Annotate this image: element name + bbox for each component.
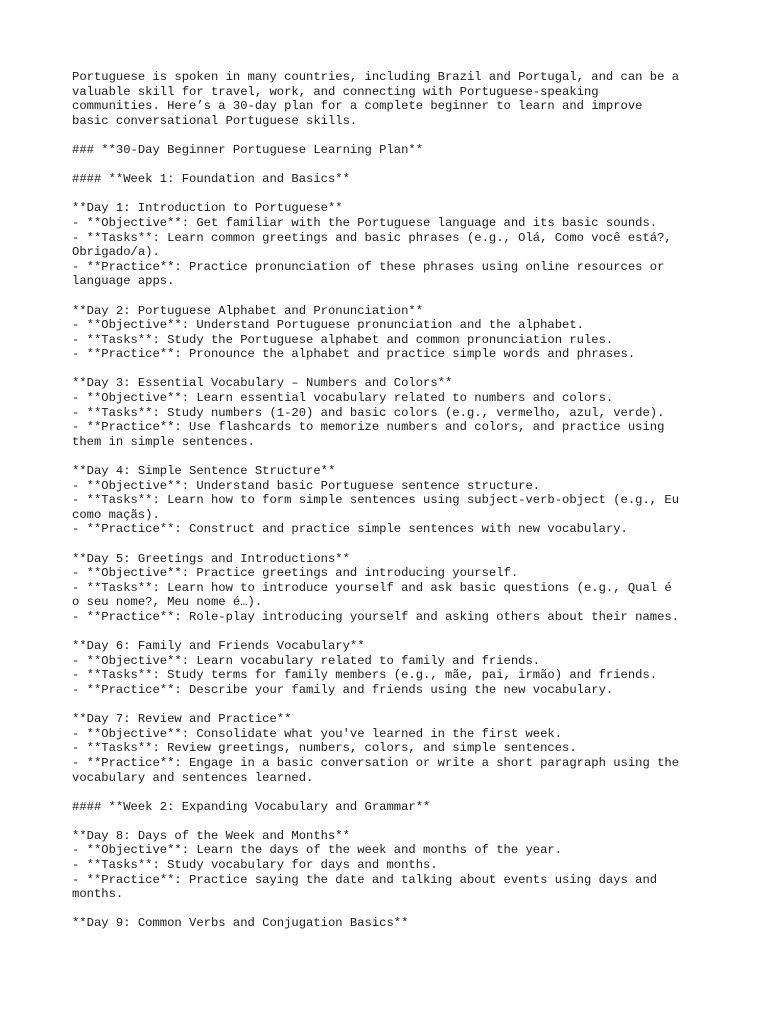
text-line: - **Tasks**: Study terms for family members (e.g., mãe, pai, irmão) and friends. bbox=[72, 668, 658, 683]
text-line: communities. Here’s a 30-day plan for a complete beginner to learn and improve bbox=[72, 99, 643, 114]
text-line: **Day 9: Common Verbs and Conjugation Basics** bbox=[72, 916, 409, 931]
text-line: - **Practice**: Practice pronunciation of these phrases using online resources or bbox=[72, 259, 665, 274]
text-line bbox=[72, 785, 712, 800]
text-line bbox=[72, 625, 712, 640]
text-line: vocabulary and sentences learned. bbox=[72, 770, 314, 785]
text-line: - **Objective**: Learn essential vocabulary related to numbers and colors. bbox=[72, 391, 614, 406]
text-line: - **Tasks**: Learn how to form simple sentences using subject-verb-object (e.g., Eu bbox=[72, 493, 680, 508]
text-line bbox=[72, 902, 712, 917]
text-line: basic conversational Portuguese skills. bbox=[72, 113, 358, 128]
text-line: **Day 6: Family and Friends Vocabulary** bbox=[72, 639, 365, 654]
text-line: - **Objective**: Understand Portuguese pronunciation and the alphabet. bbox=[72, 318, 584, 333]
text-line: - **Tasks**: Review greetings, numbers, colors, and simple sentences. bbox=[72, 741, 577, 756]
text-line: **Day 8: Days of the Week and Months** bbox=[72, 828, 350, 843]
text-line: **Day 4: Simple Sentence Structure** bbox=[72, 464, 336, 479]
text-line: - **Tasks**: Study numbers (1-20) and basic colors (e.g., vermelho, azul, verde). bbox=[72, 405, 665, 420]
text-line: - **Objective**: Practice greetings and introducing yourself. bbox=[72, 566, 519, 581]
text-line: o seu nome?, Meu nome é…). bbox=[72, 595, 263, 610]
text-line: **Day 5: Greetings and Introductions** bbox=[72, 551, 350, 566]
text-line bbox=[72, 289, 712, 304]
text-line: - **Objective**: Learn vocabulary related to family and friends. bbox=[72, 653, 541, 668]
text-line bbox=[72, 814, 712, 829]
text-line: como maçãs). bbox=[72, 507, 160, 522]
text-line: valuable skill for travel, work, and connecting with Portuguese-speaking bbox=[72, 84, 599, 99]
text-line: - **Practice**: Pronounce the alphabet and practice simple words and phrases. bbox=[72, 347, 636, 362]
text-line: months. bbox=[72, 887, 124, 902]
text-line: #### **Week 1: Foundation and Basics** bbox=[72, 172, 350, 187]
text-line: Portuguese is spoken in many countries, including Brazil and Portugal, and can be a bbox=[72, 70, 680, 84]
text-line bbox=[72, 187, 712, 202]
text-line bbox=[72, 698, 712, 713]
text-line bbox=[72, 362, 712, 377]
text-line bbox=[72, 537, 712, 552]
text-line: - **Practice**: Describe your family and friends using the new vocabulary. bbox=[72, 682, 614, 697]
text-line: **Day 3: Essential Vocabulary – Numbers and Colors** bbox=[72, 376, 453, 391]
text-line bbox=[72, 449, 712, 464]
text-line bbox=[72, 128, 712, 143]
text-line: - **Practice**: Use flashcards to memorize numbers and colors, and practice using bbox=[72, 420, 665, 435]
text-line: - **Objective**: Get familiar with the Portuguese language and its basic sounds. bbox=[72, 215, 658, 230]
text-line: - **Tasks**: Learn common greetings and basic phrases (e.g., Olá, Como você está?, bbox=[72, 230, 672, 245]
text-line: - **Practice**: Role-play introducing yourself and asking others about their names. bbox=[72, 609, 680, 624]
text-line: **Day 7: Review and Practice** bbox=[72, 712, 292, 727]
text-line: language apps. bbox=[72, 274, 175, 289]
text-line: - **Tasks**: Study vocabulary for days and months. bbox=[72, 858, 438, 873]
text-line: - **Objective**: Consolidate what you've learned in the first week. bbox=[72, 726, 563, 741]
text-line: - **Tasks**: Learn how to introduce yourself and ask basic questions (e.g., Qual é bbox=[72, 580, 672, 595]
text-line: - **Practice**: Practice saying the date and talking about events using days and bbox=[72, 872, 658, 887]
text-line: - **Objective**: Learn the days of the week and months of the year. bbox=[72, 843, 563, 858]
text-line: ### **30-Day Beginner Portuguese Learning Plan** bbox=[72, 142, 424, 157]
text-line: Obrigado/a). bbox=[72, 245, 160, 260]
text-line: **Day 2: Portuguese Alphabet and Pronunciation** bbox=[72, 303, 424, 318]
document-page bbox=[72, 70, 712, 931]
text-line: #### **Week 2: Expanding Vocabulary and Grammar** bbox=[72, 799, 431, 814]
text-line: - **Practice**: Engage in a basic conversation or write a short paragraph using the bbox=[72, 755, 680, 770]
text-line: - **Practice**: Construct and practice simple sentences with new vocabulary. bbox=[72, 522, 628, 537]
text-line: - **Objective**: Understand basic Portuguese sentence structure. bbox=[72, 478, 541, 493]
text-line bbox=[72, 158, 712, 173]
text-line: - **Tasks**: Study the Portuguese alphabet and common pronunciation rules. bbox=[72, 332, 614, 347]
text-line: **Day 1: Introduction to Portuguese** bbox=[72, 201, 343, 216]
text-line: them in simple sentences. bbox=[72, 434, 255, 449]
